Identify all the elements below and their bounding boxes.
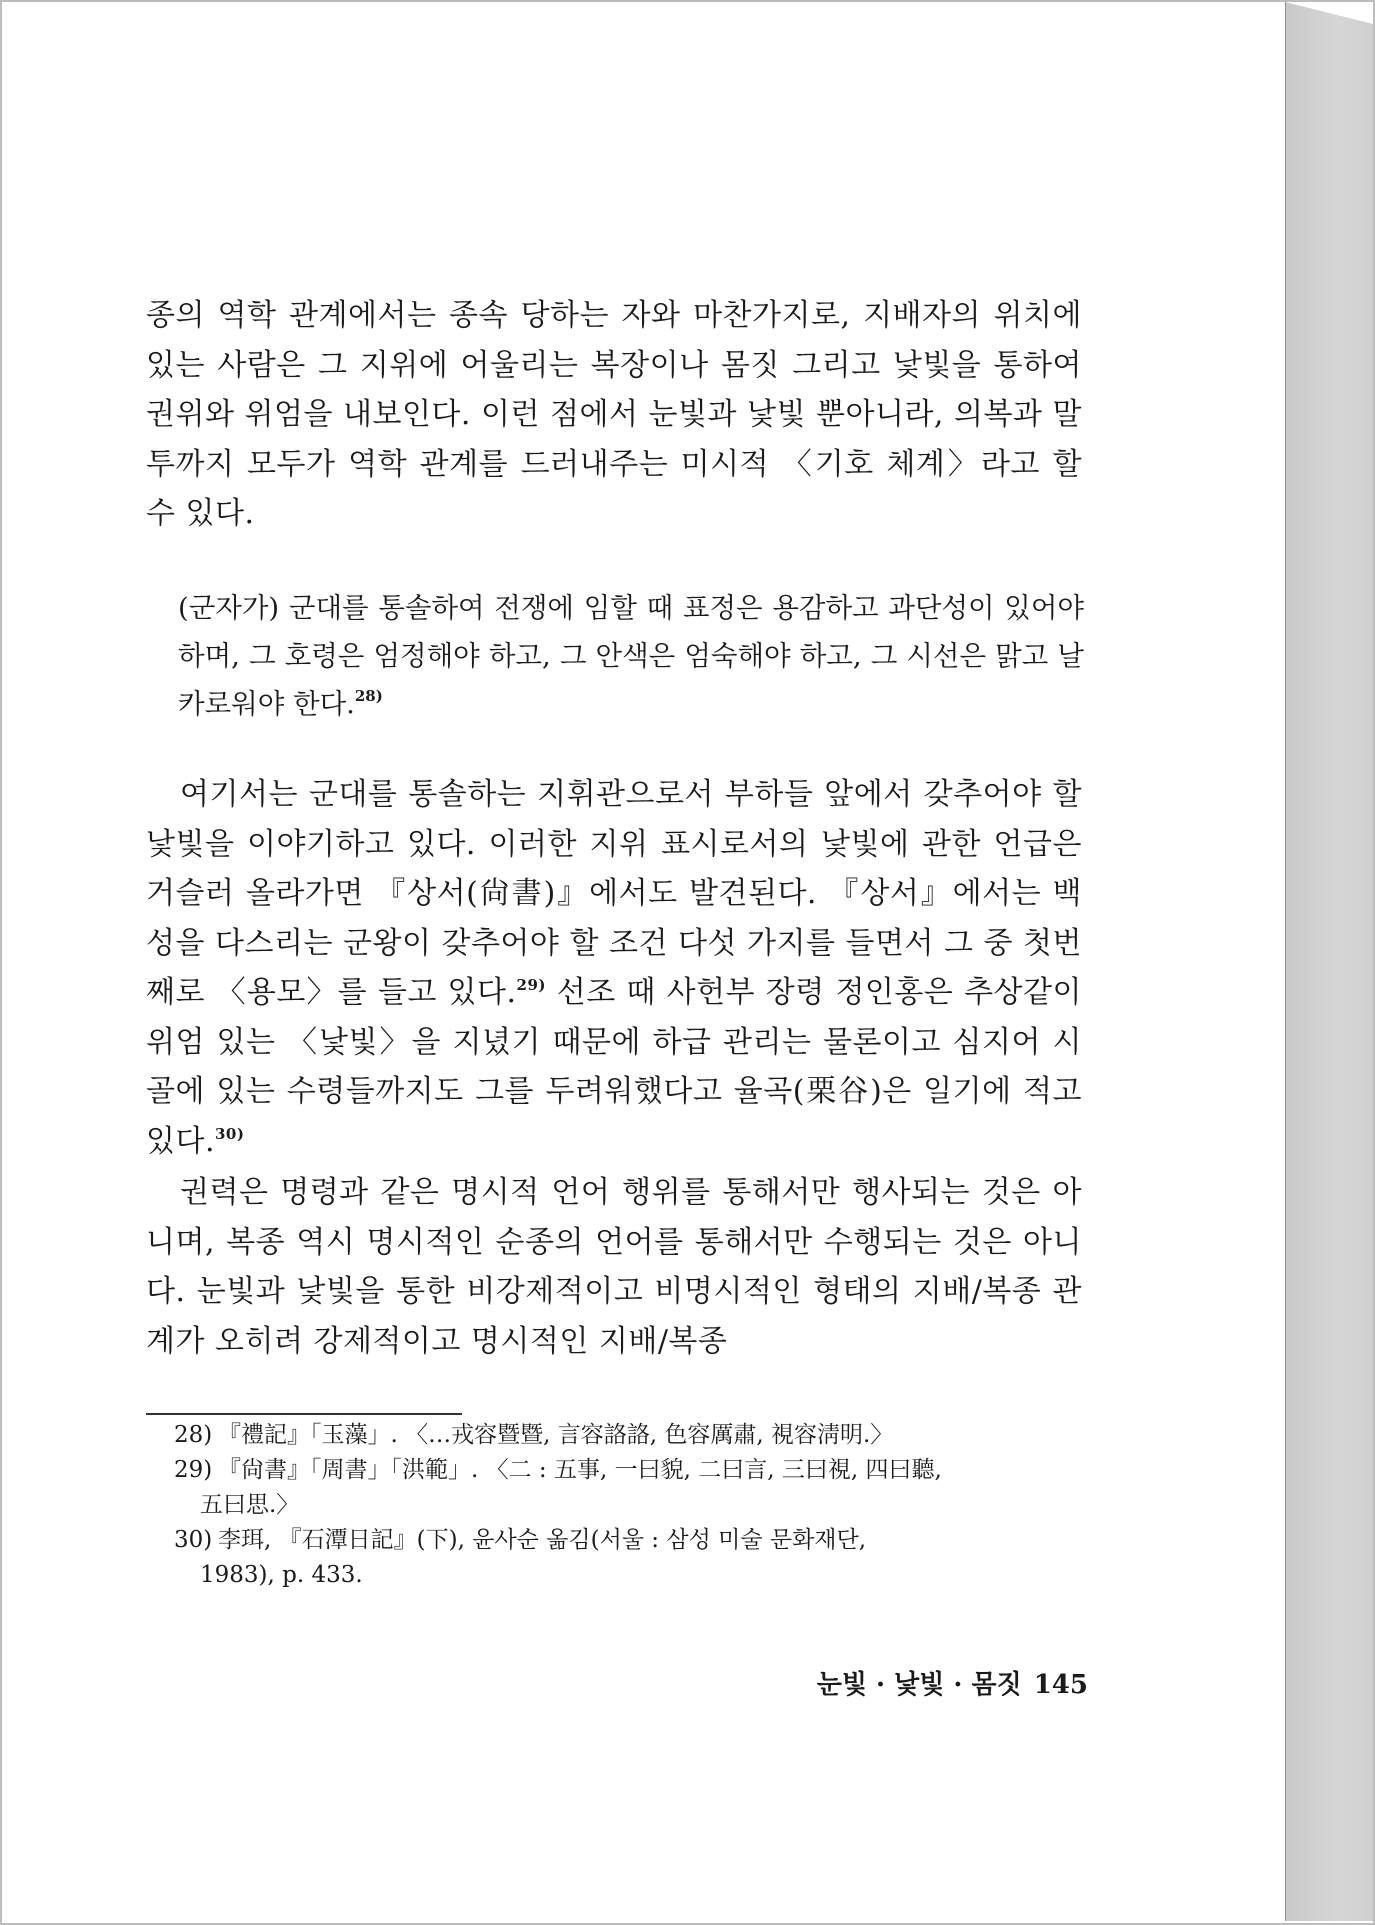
page-number: 145 [1033,1670,1088,1700]
body-paragraph-2 [146,770,1082,1166]
quote-text: (군자가) 군대를 통솔하여 전쟁에 임할 때 표정은 용감하고 과단성이 있어야 하며, 그 호령은 엄정해야 하고, 그 안색은 엄숙해야 하고, 그 시선은 맑고 날카로워야 한다. [178,592,1084,720]
footnote-29-continuation: 五曰思.〉 [200,1492,300,1518]
footnote-number: 29) [174,1457,213,1483]
footnote-number: 30) [174,1527,213,1553]
footnote-number: 28) [174,1422,213,1448]
page-stack-edge [1285,2,1373,1921]
footnote-text: 『尙書』「周書」「洪範」. 〈二 : 五事, 一曰貌, 二曰言, 三曰視, 四曰聽, [218,1457,942,1483]
footnotes [174,1418,1094,1593]
paragraph-text: 선조 때 사헌부 장령 정인홍은 추상같이 위엄 있는 〈낯빛〉을 지녔기 때문에 하급 관리는 물론이고 심지어 시골에 있는 수령들까지도 그를 두려워했다고 율곡(栗谷)은 일기에 적고 있다. [146,975,1082,1159]
paragraph-text: 종의 역학 관계에서는 종속 당하는 자와 마찬가지로, 지배자의 위치에 있는 사람은 그 지위에 어울리는 복장이나 몸짓 그리고 낯빛을 통하여 권위와 위엄을 내보인다. 이런 점에서 눈빛과 낯빛 뿐아니라, 의복과 말투까지 모두가 역학 관계를 드러내주는 미시적 〈기호 체계〉라고 할 수 있다. [146,298,1082,531]
footnote-29 [174,1453,1094,1488]
footnote-ref-29: 29) [516,976,547,994]
footnote-30 [174,1523,1094,1558]
body-paragraph-3 [146,1168,1082,1366]
footnote-30-continuation: 1983), p. 433. [200,1562,363,1588]
footnote-28 [174,1418,1094,1453]
page-footer [758,1664,1088,1701]
paragraph-text: 권력은 명령과 같은 명시적 언어 행위를 통해서만 행사되는 것은 아니며, 복종 역시 명시적인 순종의 언어를 통해서만 수행되는 것은 아니다. 눈빛과 낯빛을 통한 비강제적이고 비명시적인 형태의 지배/복종 관계가 오히려 강제적이고 명시적인 지배/복종 [146,1175,1082,1359]
running-title: 눈빛 · 낯빛 · 몸짓 [816,1670,1022,1700]
body-paragraph-1 [146,291,1082,539]
footnote-text: 李珥, 『石潭日記』(下), 윤사순 옮김(서울 : 삼성 미술 문화재단, [218,1527,867,1553]
block-quote [178,584,1084,728]
footnote-text: 『禮記』「玉藻」. 〈…戎容暨暨, 言容詻詻, 色容厲肅, 視容淸明.〉 [218,1422,894,1448]
page-edge-line [1285,2,1286,1921]
footnote-divider [146,1413,462,1415]
footnote-ref-30: 30) [215,1124,245,1143]
footnote-ref-28: 28) [354,687,383,705]
paragraph-text: 여기서는 군대를 통솔하는 지휘관으로서 부하들 앞에서 갖추어야 할 낯빛을 이야기하고 있다. 이러한 지위 표시로서의 낯빛에 관한 언급은 거슬러 올라가면 『상서(尙書)』에서도 발견된다. 『상서』에서는 백성을 다스리는 군왕이 갖추어야 할 조건 다섯 가지를 들면서 그 중 첫번째로 〈용모〉를 들고 있다. [146,777,1082,1010]
